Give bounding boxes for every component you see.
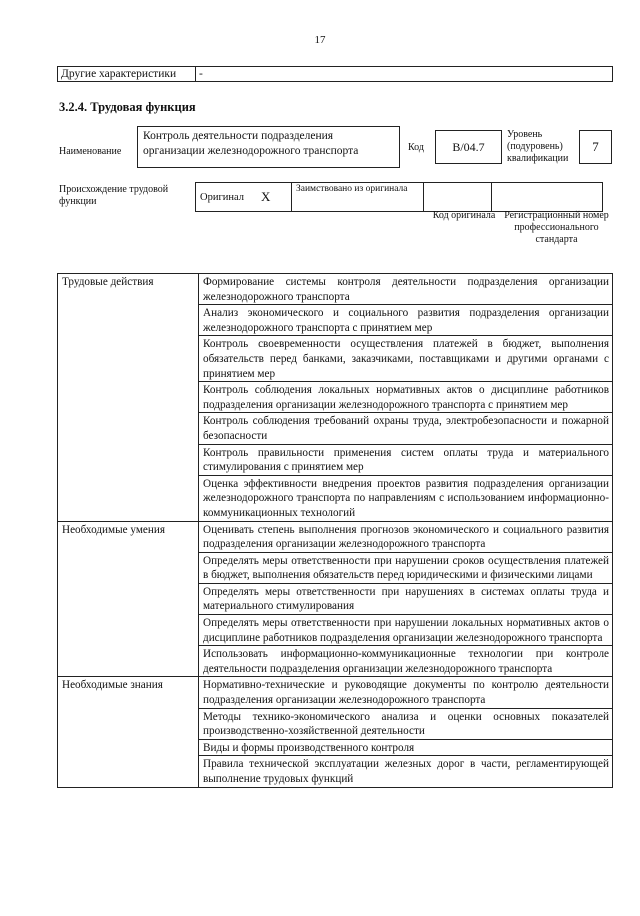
table-row xyxy=(58,521,613,552)
other-characteristics-label: Другие характеристики xyxy=(58,67,196,82)
requirement-item: Контроль соблюдения локальных нормативных актов о дисциплине работников подразделения организации железнодорожного транспорта с принятием мер xyxy=(199,382,613,413)
requirement-item: Использовать информационно-коммуникационные технологии при контроле деятельности подразделения организации железнодорожного транспорта xyxy=(199,646,613,677)
requirement-item: Виды и формы производственного контроля xyxy=(199,739,613,756)
section-title: 3.2.4. Трудовая функция xyxy=(59,100,196,114)
original-mark: X xyxy=(257,183,292,212)
labor-function-table xyxy=(57,273,613,788)
page-number: 17 xyxy=(314,34,326,46)
original-code-cell xyxy=(424,183,492,212)
requirement-item: Контроль правильности применения систем оплаты труда и материального стимулирования с принятием мер xyxy=(199,444,613,475)
requirement-item: Правила технической эксплуатации железных дорог в части, регламентирующей выполнение трудовых функций xyxy=(199,756,613,787)
requirement-item: Контроль соблюдения требований охраны труда, электробезопасности и пожарной безопасности xyxy=(199,413,613,444)
category-label: Необходимые умения xyxy=(58,521,199,677)
other-characteristics-value: - xyxy=(196,67,613,82)
borrowed-label: Заимствовано из оригинала xyxy=(292,183,424,212)
name-label: Наименование xyxy=(59,146,122,157)
origin-label: Происхождение трудовой функции xyxy=(59,184,169,207)
table-row xyxy=(58,677,613,708)
requirement-item: Определять меры ответственности при нарушении сроков осуществления платежей в бюджет, выполнения обязательств перед юридическими и физическими лицами xyxy=(199,552,613,583)
registration-number-caption: Регистрационный номер профессионального стандарта xyxy=(504,210,609,245)
code-original-caption: Код оригинала xyxy=(432,210,496,221)
registration-number-cell xyxy=(492,183,603,212)
requirement-item: Оценивать степень выполнения прогнозов экономического и социального развития подразделения организации железнодорожного транспорта xyxy=(199,521,613,552)
code-label: Код xyxy=(408,142,424,153)
table-row xyxy=(58,274,613,305)
level-label: Уровень (подуровень) квалификации xyxy=(507,129,569,164)
original-label: Оригинал xyxy=(196,183,258,212)
other-characteristics-table xyxy=(57,66,613,82)
function-code-box: В/04.7 xyxy=(435,130,502,164)
function-name-box: Контроль деятельности подразделения организации железнодорожного транспорта xyxy=(137,126,400,168)
qualification-level-box: 7 xyxy=(579,130,612,164)
requirement-item: Формирование системы контроля деятельности подразделения организации железнодорожного транспорта xyxy=(199,274,613,305)
requirement-item: Определять меры ответственности при нарушении локальных нормативных актов о дисциплине работников подразделения организации железнодорожного транспорта xyxy=(199,615,613,646)
requirement-item: Оценка эффективности внедрения проектов развития подразделения организации железнодорожного транспорта по направлениям с использованием информационно-коммуникационных технологий xyxy=(199,475,613,521)
origin-table xyxy=(195,182,603,212)
requirement-item: Анализ экономического и социального развития подразделения организации железнодорожного транспорта с принятием мер xyxy=(199,305,613,336)
requirement-item: Нормативно-технические и руководящие документы по контролю деятельности подразделения организации железнодорожного транспорта xyxy=(199,677,613,708)
category-label: Необходимые знания xyxy=(58,677,199,787)
requirement-item: Методы технико-экономического анализа и оценки основных показателей производственно-хозяйственной деятельности xyxy=(199,708,613,739)
requirement-item: Контроль своевременности осуществления платежей в бюджет, выполнения обязательств перед банками, заказчиками, поставщиками и другими органами с принятием мер xyxy=(199,336,613,382)
requirement-item: Определять меры ответственности при нарушениях в системах оплаты труда и материального стимулирования xyxy=(199,583,613,614)
category-label: Трудовые действия xyxy=(58,274,199,522)
